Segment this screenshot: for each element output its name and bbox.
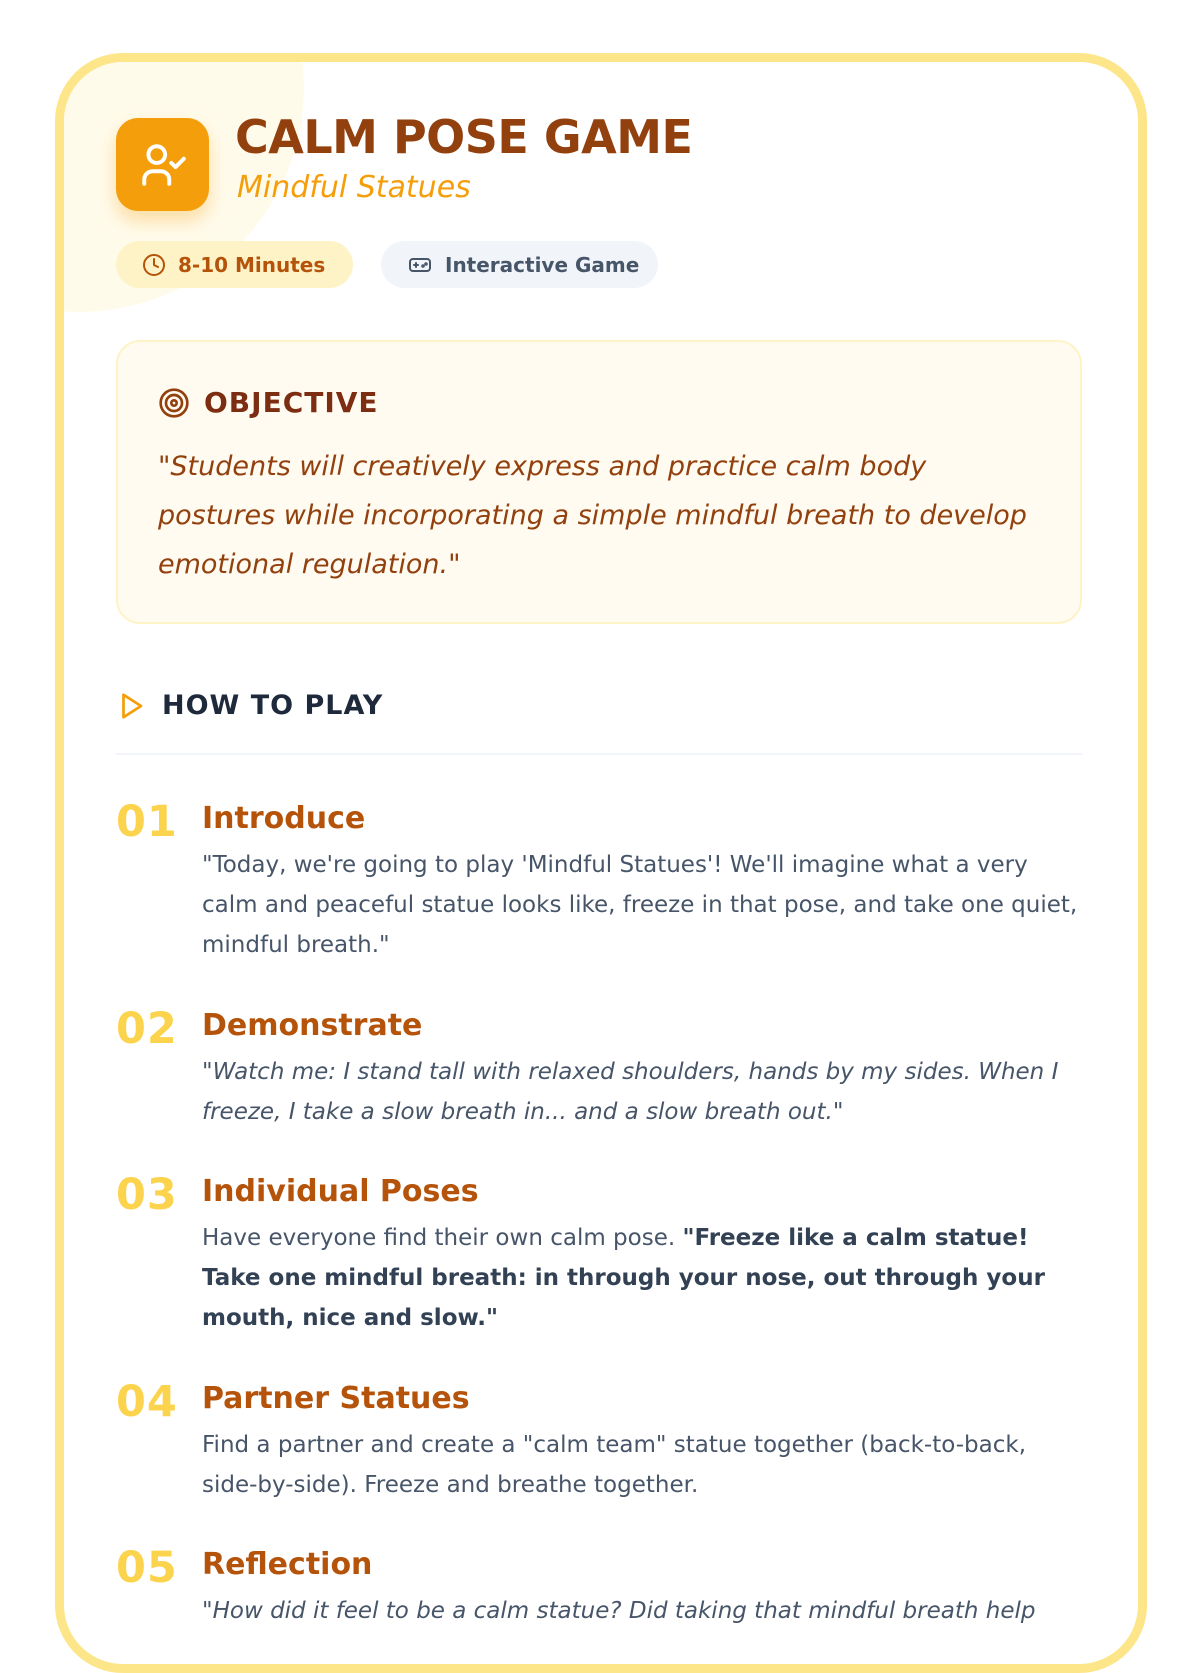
gamepad-icon: [407, 253, 433, 277]
step-title: Partner Statues: [202, 1381, 470, 1416]
duration-label: 8-10 Minutes: [178, 252, 326, 277]
objective-text: "Students will creatively express and practice calm body postures while incorporating a simple mindful breath to develop emotional regulation.": [158, 451, 1027, 580]
duration-badge: [116, 241, 353, 288]
objective-label: OBJECTIVE: [204, 386, 379, 419]
how-to-play-heading: [116, 690, 383, 721]
step-number: 04: [116, 1377, 178, 1427]
step-text: "How did it feel to be a calm statue? Did taking that mindful breath help: [202, 1598, 1036, 1624]
play-icon: [116, 691, 146, 721]
page-title: CALM POSE GAME: [235, 110, 693, 164]
user-check-icon: [116, 118, 209, 211]
target-icon: [158, 387, 190, 419]
step-title: Reflection: [202, 1547, 373, 1582]
page-subtitle: Mindful Statues: [237, 170, 471, 205]
step-number: 05: [116, 1543, 178, 1593]
step-number: 02: [116, 1004, 178, 1054]
step-text: Find a partner and create a "calm team" statue together (back-to-back, side-by-side). Freeze and breathe together.: [202, 1432, 1027, 1498]
objective-box: [116, 340, 1082, 624]
step-number: 03: [116, 1170, 178, 1220]
step-text-block: [202, 1218, 1082, 1338]
type-label: Interactive Game: [445, 252, 640, 277]
step-text: Have everyone find their own calm pose.: [202, 1225, 676, 1251]
type-badge: [381, 241, 658, 288]
clock-icon: [142, 253, 166, 277]
badge-row: [116, 241, 658, 288]
step-title: Introduce: [202, 801, 366, 836]
step-title: Individual Poses: [202, 1174, 479, 1209]
how-to-play-label: HOW TO PLAY: [162, 690, 384, 721]
step-text: "Today, we're going to play 'Mindful Statues'! We'll imagine what a very calm and peaceful statue looks like, freeze in that pose, and take one quiet, mindful breath.": [202, 852, 1078, 958]
step-number: 01: [116, 797, 178, 847]
activity-card: [55, 53, 1147, 1673]
section-divider: [116, 753, 1082, 755]
objective-heading: [158, 386, 379, 419]
step-title: Demonstrate: [202, 1008, 423, 1043]
step-emphasis: "Freeze like a calm statue! Take one mindful breath: in through your nose, out through your mouth, nice and slow.": [202, 1225, 1045, 1331]
card-header: [116, 110, 1082, 218]
step-text: "Watch me: I stand tall with relaxed shoulders, hands by my sides. When I freeze, I take a slow breath in... and a slow breath out.": [202, 1059, 1059, 1125]
